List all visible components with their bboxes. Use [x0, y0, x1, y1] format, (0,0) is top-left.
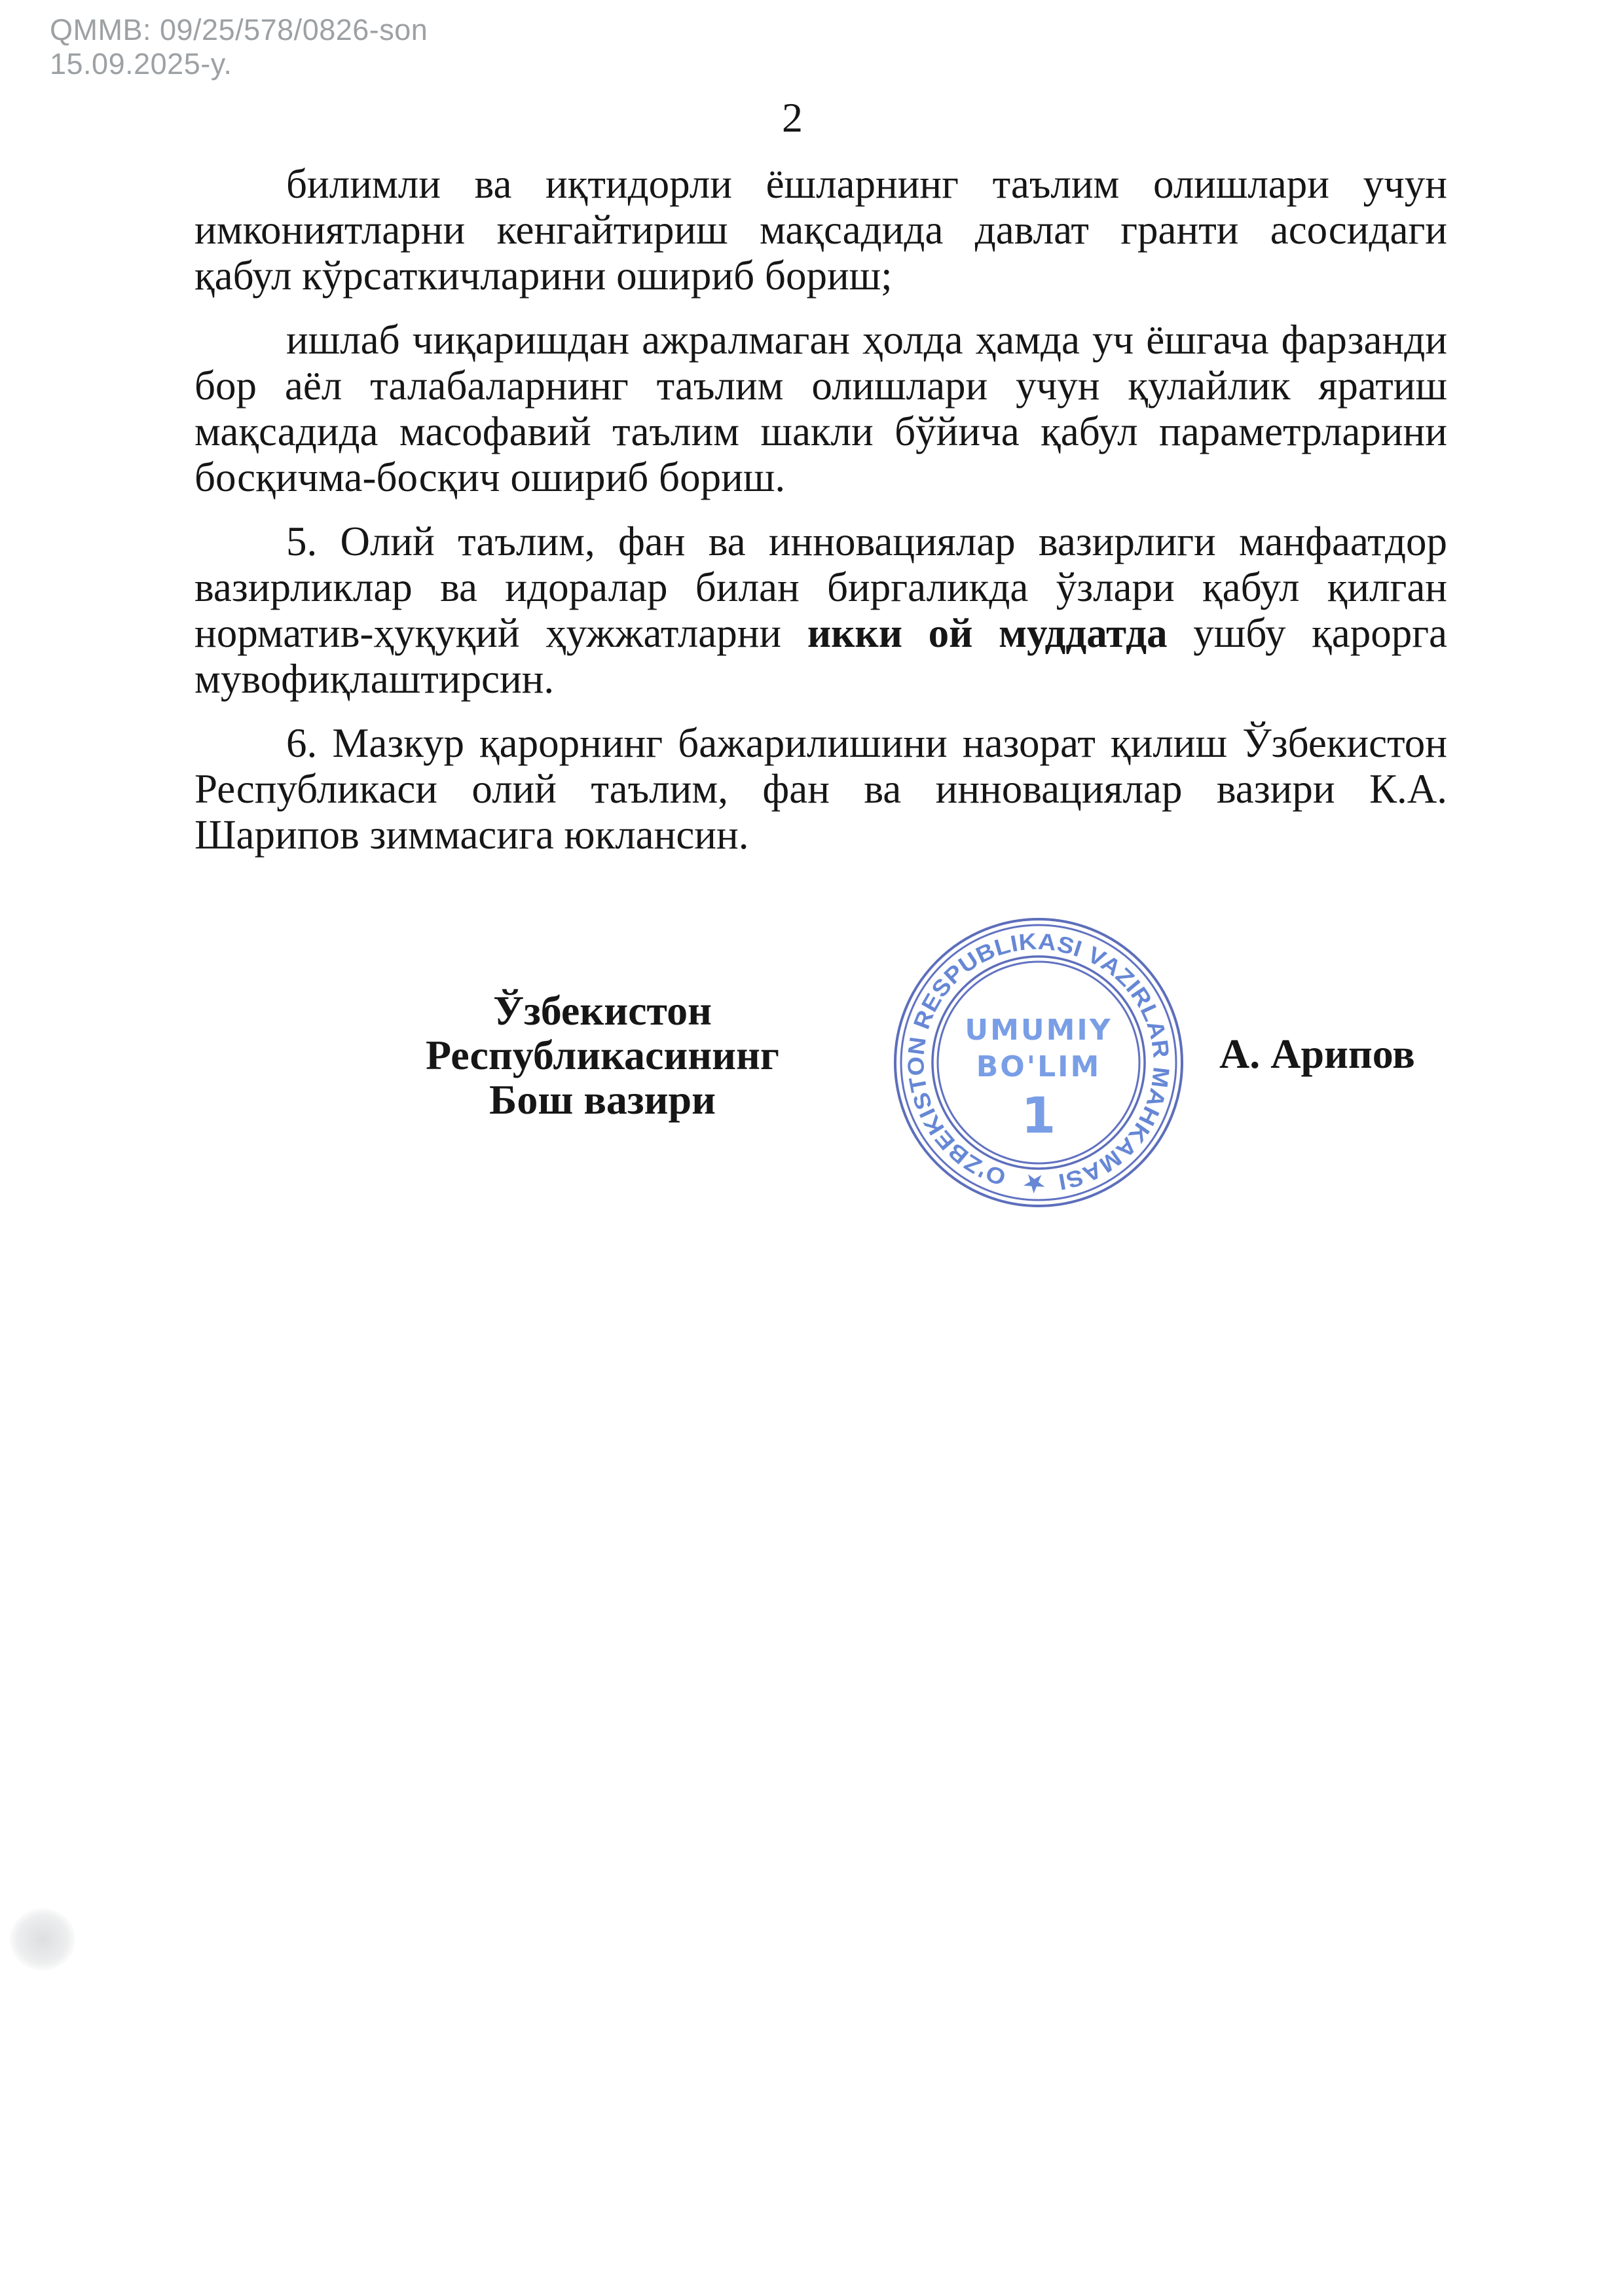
scan-artifact — [10, 1908, 75, 1971]
body-text — [194, 161, 1447, 876]
paragraph-text: 5. Олий таълим, фан ва инновациялар вазирлиги манфаатдор вазирликлар ва идоралар билан биргаликда ўзлари қабул қилган норматив-ҳуқуқий ҳужжатларни — [194, 519, 1447, 656]
stamp-center-line2: BO'LIM — [976, 1050, 1101, 1084]
signature-title — [327, 989, 877, 1122]
paragraph-bold-text: икки ой муддатда — [807, 610, 1168, 656]
page-number: 2 — [782, 94, 803, 141]
paragraph-text: 6. Мазкур қарорнинг бажарилишини назорат қилиш Ўзбекистон Республикаси олий таълим, фан ва инновациялар вазири К.А. Шарипов зиммасига юклансин. — [194, 720, 1447, 858]
paragraph — [194, 161, 1447, 299]
paragraph-text: билимли ва иқтидорли ёшларнинг таълим олишлари учун имкониятларни кенгайтириш мақсадида давлат гранти асосидаги қабул кўрсаткичларини ошириб бориш; — [194, 161, 1447, 299]
document-reference-date: 15.09.2025-y. — [50, 47, 232, 81]
paragraph — [194, 317, 1447, 500]
document-reference — [50, 13, 428, 81]
stamp-ring-text-value: O'ZBEKISTON RESPUBLIKASI VAZIRLAR MAHKAMASI — [903, 928, 1174, 1195]
stamp-center-number: 1 — [1021, 1086, 1056, 1144]
stamp-center-line1: UMUMIY — [965, 1013, 1113, 1047]
stamp-star-icon: ★ — [1024, 1169, 1046, 1197]
signature-title-line2: Бош вазири — [489, 1076, 716, 1123]
signature-name: А. Арипов — [1219, 1030, 1415, 1077]
paragraph-text: ишлаб чиқаришдан ажралмаган ҳолда ҳамда уч ёшгача фарзанди бор аёл талабаларнинг таълим олишлари учун қулайлик яратиш мақсадида масофавий таълим шакли бўйича қабул параметрларини босқичма-босқич ошириб бориш. — [194, 317, 1447, 500]
signature-title-line1: Ўзбекистон Республикасининг — [426, 987, 779, 1078]
paragraph-text: ушбу қарорга мувофиқлаштирсин. — [194, 610, 1448, 702]
paragraph — [194, 720, 1447, 858]
official-stamp — [893, 917, 1184, 1208]
paragraph — [194, 519, 1447, 702]
document-reference-number: QMMB: 09/25/578/0826-son — [50, 13, 428, 46]
